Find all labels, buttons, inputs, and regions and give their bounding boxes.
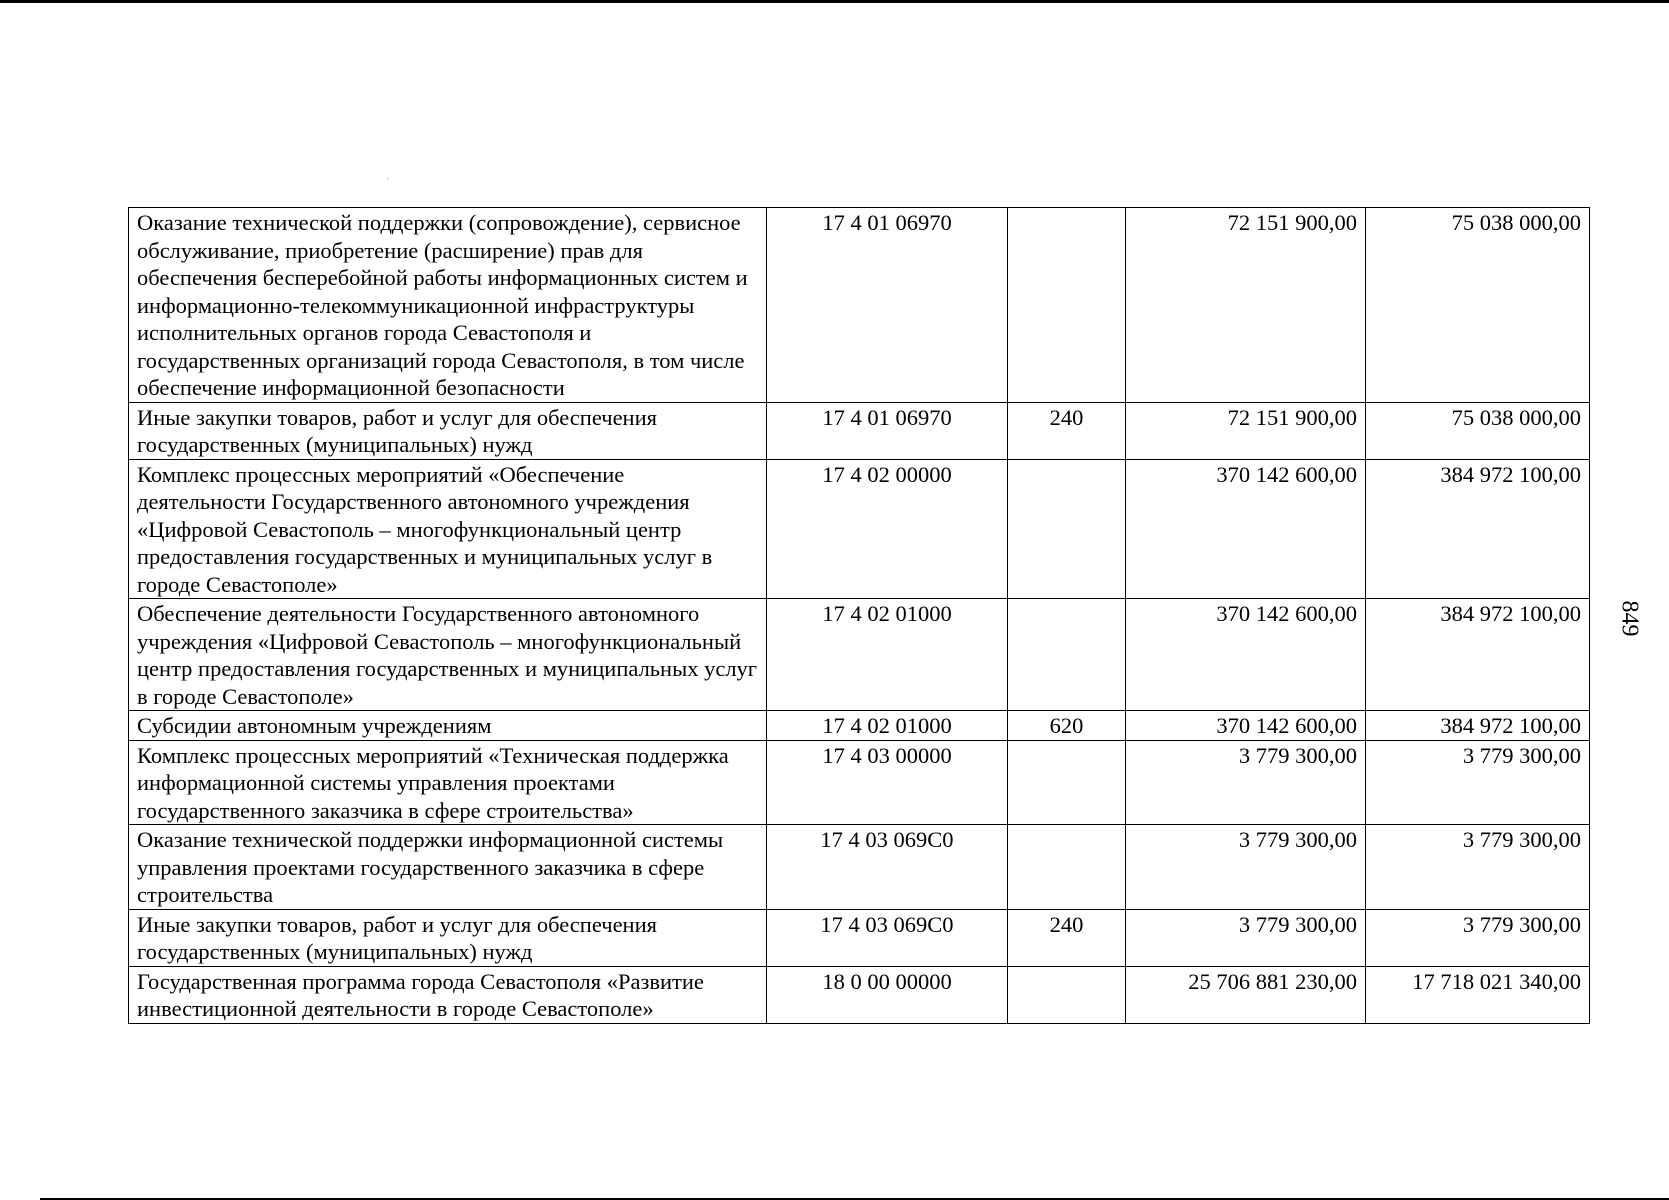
row-value1-cell: 370 142 600,00: [1126, 711, 1366, 741]
row-code-cell: 17 4 01 06970: [767, 402, 1008, 459]
row-type-cell: [1008, 740, 1126, 825]
row-value1-cell: 370 142 600,00: [1126, 599, 1366, 711]
row-type-cell: [1008, 208, 1126, 403]
row-code-cell: 17 4 03 00000: [767, 740, 1008, 825]
row-value1-cell: 3 779 300,00: [1126, 909, 1366, 966]
scan-top-border: [0, 0, 1669, 3]
row-name-cell: Комплекс процессных мероприятий «Техническая поддержка информационной системы управления проектами государственного заказчика в сфере строительства»: [129, 740, 767, 825]
row-value1-cell: 72 151 900,00: [1126, 208, 1366, 403]
row-code-cell: 17 4 03 069C0: [767, 825, 1008, 910]
table-row: [129, 599, 1590, 711]
row-value1-cell: 3 779 300,00: [1126, 740, 1366, 825]
row-value2-cell: 17 718 021 340,00: [1366, 966, 1590, 1023]
row-type-cell: [1008, 459, 1126, 599]
row-type-cell: 240: [1008, 909, 1126, 966]
row-value1-cell: 370 142 600,00: [1126, 459, 1366, 599]
row-code-cell: 17 4 03 069C0: [767, 909, 1008, 966]
row-code-cell: 17 4 02 00000: [767, 459, 1008, 599]
row-code-cell: 17 4 02 01000: [767, 599, 1008, 711]
table-row: [129, 459, 1590, 599]
row-type-cell: 620: [1008, 711, 1126, 741]
row-type-cell: 240: [1008, 402, 1126, 459]
row-name-cell: Государственная программа города Севастополя «Развитие инвестиционной деятельности в городе Севастополе»: [129, 966, 767, 1023]
row-type-cell: [1008, 966, 1126, 1023]
row-value2-cell: 3 779 300,00: [1366, 909, 1590, 966]
table-row: [129, 740, 1590, 825]
table-row: [129, 402, 1590, 459]
table-row: [129, 966, 1590, 1023]
row-code-cell: 17 4 01 06970: [767, 208, 1008, 403]
row-name-cell: Иные закупки товаров, работ и услуг для обеспечения государственных (муниципальных) нужд: [129, 402, 767, 459]
row-value1-cell: 25 706 881 230,00: [1126, 966, 1366, 1023]
row-value2-cell: 384 972 100,00: [1366, 711, 1590, 741]
table-row: [129, 909, 1590, 966]
row-value2-cell: 384 972 100,00: [1366, 599, 1590, 711]
scan-speck: [387, 178, 388, 179]
table-row: [129, 208, 1590, 403]
row-name-cell: Обеспечение деятельности Государственного автономного учреждения «Цифровой Севастополь – многофункциональный центр предоставления государственных и муниципальных услуг в городе Севастополе»: [129, 599, 767, 711]
budget-table: [128, 207, 1590, 1024]
row-value2-cell: 75 038 000,00: [1366, 208, 1590, 403]
row-type-cell: [1008, 599, 1126, 711]
row-type-cell: [1008, 825, 1126, 910]
row-value2-cell: 384 972 100,00: [1366, 459, 1590, 599]
row-name-cell: Иные закупки товаров, работ и услуг для обеспечения государственных (муниципальных) нужд: [129, 909, 767, 966]
row-name-cell: Комплекс процессных мероприятий «Обеспечение деятельности Государственного автономного учреждения «Цифровой Севастополь – многофункциональный центр предоставления государственных и муниципальных услуг в городе Севастополе»: [129, 459, 767, 599]
table-row: [129, 825, 1590, 910]
row-name-cell: Оказание технической поддержки (сопровождение), сервисное обслуживание, приобретение (расширение) прав для обеспечения бесперебойной работы информационных систем и информационно-телекоммуникационной инфраструктуры исполнительных органов города Севастополя и государственных организаций города Севастополя, в том числе обеспечение информационной безопасности: [129, 208, 767, 403]
row-code-cell: 18 0 00 00000: [767, 966, 1008, 1023]
row-value1-cell: 72 151 900,00: [1126, 402, 1366, 459]
table-row: [129, 711, 1590, 741]
row-value2-cell: 3 779 300,00: [1366, 740, 1590, 825]
row-value2-cell: 75 038 000,00: [1366, 402, 1590, 459]
row-name-cell: Оказание технической поддержки информационной системы управления проектами государственного заказчика в сфере строительства: [129, 825, 767, 910]
row-value1-cell: 3 779 300,00: [1126, 825, 1366, 910]
page-number: 849: [1616, 600, 1643, 637]
row-name-cell: Субсидии автономным учреждениям: [129, 711, 767, 741]
row-value2-cell: 3 779 300,00: [1366, 825, 1590, 910]
row-code-cell: 17 4 02 01000: [767, 711, 1008, 741]
